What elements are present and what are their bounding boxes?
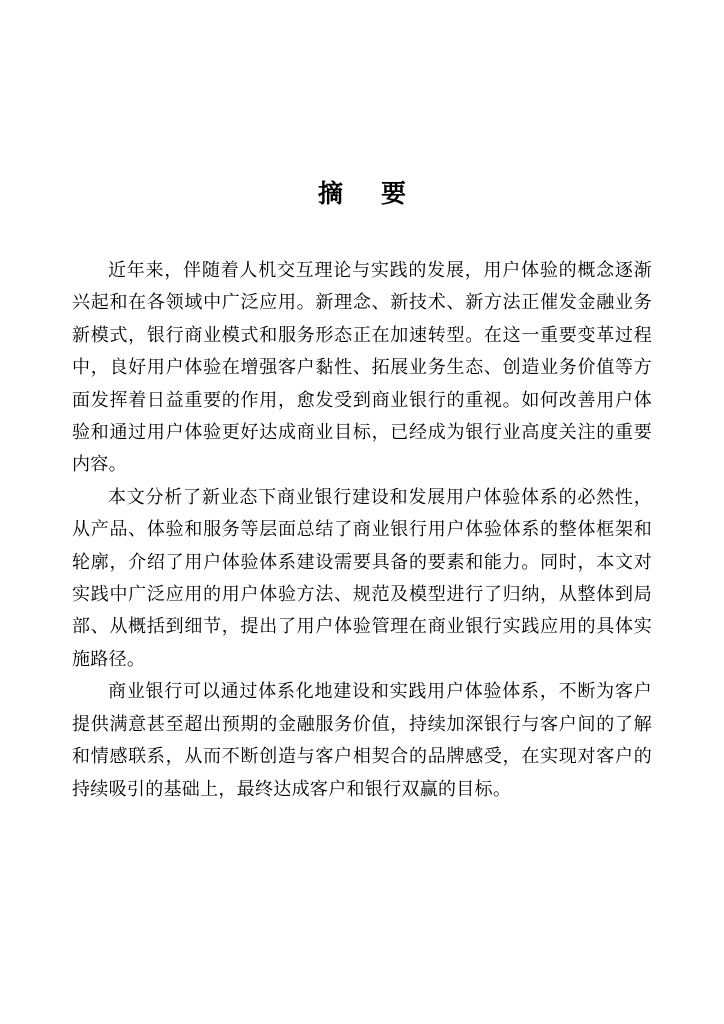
title-char-2: 要 bbox=[381, 179, 407, 208]
abstract-body bbox=[72, 255, 652, 806]
paragraph-3: 商业银行可以通过体系化地建设和实践用户体验体系，不断为客户提供满意甚至超出预期的金融服务价值，持续加深银行与客户间的了解和情感联系，从而不断创造与客户相契合的品牌感受，在实现对客户的持续吸引的基础上，最终达成客户和银行双赢的目标。 bbox=[72, 681, 652, 800]
paragraph-1: 近年来，伴随着人机交互理论与实践的发展，用户体验的概念逐渐兴起和在各领域中广泛应用。新理念、新技术、新方法正催发金融业务新模式，银行商业模式和服务形态正在加速转型。在这一重要变革过程中，良好用户体验在增强客户黏性、拓展业务生态、创造业务价值等方面发挥着日益重要的作用，愈发受到商业银行的重视。如何改善用户体验和通过用户体验更好达成商业目标，已经成为银行业高度关注的重要内容。 bbox=[72, 260, 652, 476]
page-title bbox=[0, 176, 724, 212]
title-char-1: 摘 bbox=[317, 179, 343, 208]
paragraph-2: 本文分析了新业态下商业银行建设和发展用户体验体系的必然性，从产品、体验和服务等层面总结了商业银行用户体验体系的整体框架和轮廓，介绍了用户体验体系建设需要具备的要素和能力。同时，本文对实践中广泛应用的用户体验方法、规范及模型进行了归纳，从整体到局部、从概括到细节，提出了用户体验管理在商业银行实践应用的具体实施路径。 bbox=[72, 486, 652, 670]
